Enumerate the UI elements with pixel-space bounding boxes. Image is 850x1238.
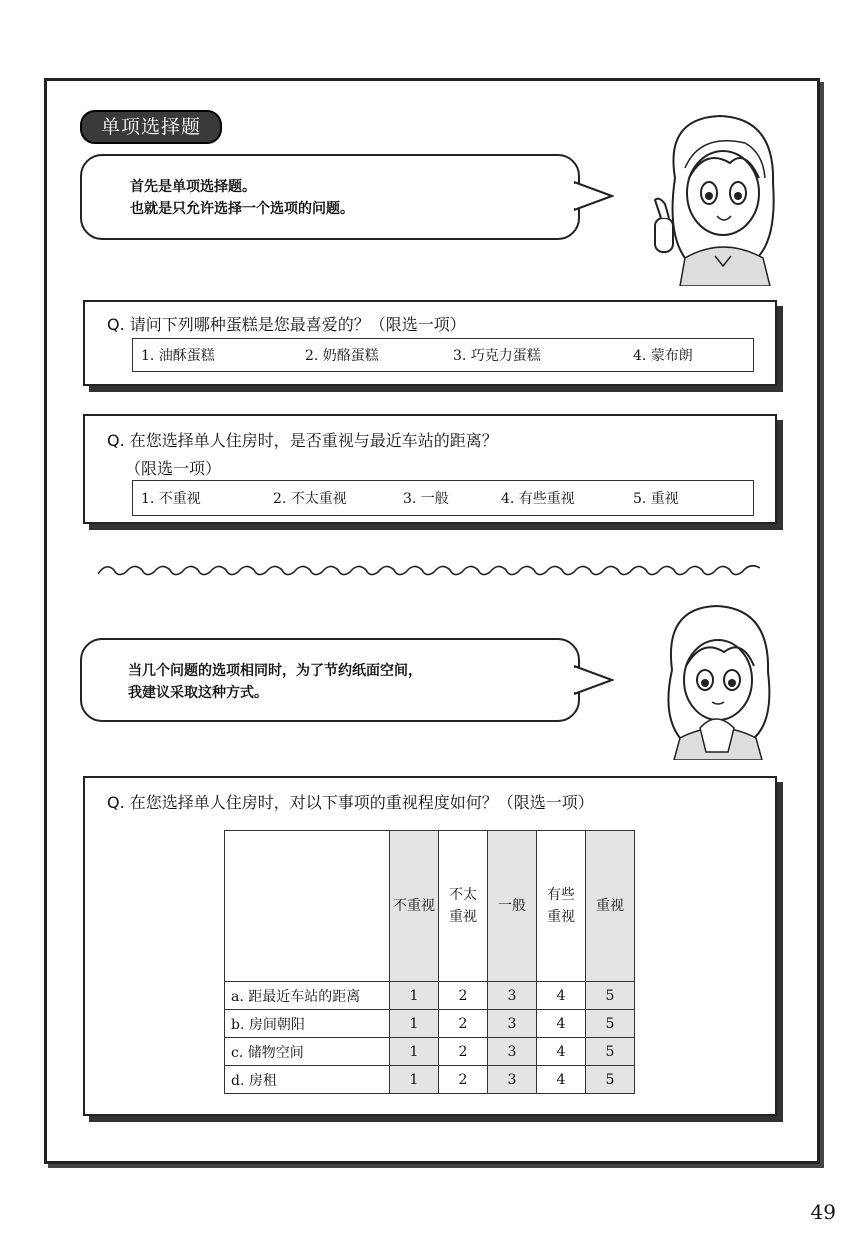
speech-bubble-1	[80, 154, 580, 240]
question-box-2	[83, 414, 777, 524]
bubble-1-line-2: 也就是只允许选择一个选项的问题。	[130, 201, 354, 217]
row-label: d. 房租	[225, 1066, 390, 1094]
bubble-1-line-1: 首先是单项选择题。	[130, 179, 256, 195]
cell: 3	[488, 982, 537, 1010]
question-1-options	[132, 338, 754, 372]
option-1: 1. 不重视	[141, 491, 201, 507]
cell: 5	[586, 1010, 635, 1038]
row-label: c. 储物空间	[225, 1038, 390, 1066]
girl-pointing-illustration	[645, 108, 785, 286]
question-2-note: （限选一项）	[125, 459, 222, 478]
cell: 3	[488, 1010, 537, 1038]
table-header-row	[225, 831, 635, 982]
page-number: 49	[810, 1200, 836, 1224]
cell: 5	[586, 1066, 635, 1094]
cell: 2	[439, 1066, 488, 1094]
option-4: 4. 有些重视	[501, 491, 575, 507]
cell: 5	[586, 982, 635, 1010]
question-3-text: Q. 在您选择单人住房时，对以下事项的重视程度如何？（限选一项）	[107, 793, 594, 812]
option-2: 2. 不太重视	[273, 491, 347, 507]
cell: 5	[586, 1038, 635, 1066]
wavy-divider	[98, 560, 760, 582]
bubble-2-line-1: 当几个问题的选项相同时，为了节约纸面空间，	[128, 663, 422, 679]
table-row	[225, 982, 635, 1010]
column-header: 不重视	[390, 831, 439, 982]
column-header: 重视	[586, 831, 635, 982]
cell: 3	[488, 1066, 537, 1094]
table-row	[225, 1066, 635, 1094]
option-3: 3. 一般	[403, 491, 449, 507]
question-1-text: Q. 请问下列哪种蛋糕是您最喜爱的？（限选一项）	[107, 315, 466, 334]
option-4: 4. 蒙布朗	[633, 348, 693, 364]
question-2-text: Q. 在您选择单人住房时，是否重视与最近车站的距离？	[107, 431, 498, 450]
bubble-tail-icon	[574, 662, 614, 698]
table-row	[225, 1010, 635, 1038]
question-box-1	[83, 300, 777, 386]
speech-bubble-2	[80, 638, 580, 722]
cell: 1	[390, 982, 439, 1010]
rating-matrix-table	[224, 830, 635, 1094]
bubble-tail-icon	[574, 178, 614, 214]
table-row	[225, 1038, 635, 1066]
column-header: 不太 重视	[439, 831, 488, 982]
cell: 4	[537, 1066, 586, 1094]
cell: 1	[390, 1038, 439, 1066]
row-label: a. 距最近车站的距离	[225, 982, 390, 1010]
column-header: 一般	[488, 831, 537, 982]
cell: 4	[537, 982, 586, 1010]
cell: 2	[439, 1010, 488, 1038]
option-3: 3. 巧克力蛋糕	[453, 348, 541, 364]
cell: 1	[390, 1010, 439, 1038]
option-1: 1. 油酥蛋糕	[141, 348, 215, 364]
cell: 3	[488, 1038, 537, 1066]
cell: 1	[390, 1066, 439, 1094]
cell: 4	[537, 1010, 586, 1038]
cell: 4	[537, 1038, 586, 1066]
option-2: 2. 奶酪蛋糕	[305, 348, 379, 364]
table-corner-cell	[225, 831, 390, 982]
question-2-options	[132, 480, 754, 516]
row-label: b. 房间朝阳	[225, 1010, 390, 1038]
column-header: 有些 重视	[537, 831, 586, 982]
cell: 2	[439, 1038, 488, 1066]
cell: 2	[439, 982, 488, 1010]
option-5: 5. 重视	[633, 491, 679, 507]
girl-smiling-illustration	[650, 600, 780, 760]
bubble-2-line-2: 我建议采取这种方式。	[128, 685, 268, 701]
section-title: 单项选择题	[80, 110, 222, 144]
